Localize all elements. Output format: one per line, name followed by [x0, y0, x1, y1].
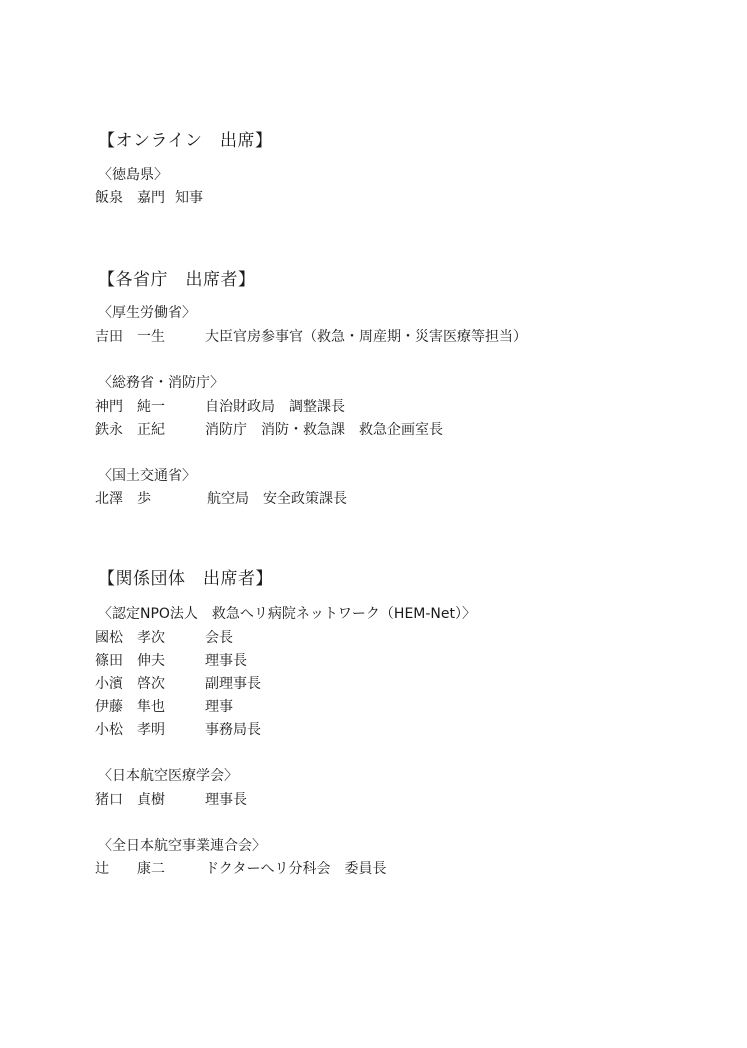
- attendee-row: [95, 491, 347, 508]
- attendee-title: 消防庁 消防・救急課 救急企画室長: [205, 422, 443, 438]
- attendee-name: 篠田 伸夫: [95, 653, 165, 669]
- attendee-row: [95, 399, 345, 416]
- attendee-name: 吉田 一生: [95, 329, 165, 345]
- section-heading-organizations: 【関係団体 出席者】: [98, 569, 273, 589]
- attendee-title: 会長: [205, 630, 233, 646]
- attendee-title: ドクターへリ分科会 委員長: [205, 861, 387, 877]
- attendee-title: 理事長: [205, 653, 247, 669]
- attendee-title: 副理事長: [205, 676, 261, 692]
- section-heading-online: 【オンライン 出席】: [98, 131, 273, 151]
- attendee-title: 事務局長: [205, 722, 261, 738]
- attendee-title: 理事: [205, 699, 233, 715]
- attendee-name: 伊藤 隼也: [95, 699, 165, 715]
- attendee-name: 北澤 歩: [95, 491, 151, 507]
- org-jsas: 〈日本航空医療学会〉: [98, 768, 238, 784]
- attendee-title: 大臣官房参事官（救急・周産期・災害医療等担当）: [205, 329, 527, 345]
- attendee-row: [95, 676, 261, 693]
- org-mhlw: 〈厚生労働省〉: [98, 305, 196, 321]
- attendee-row: [95, 792, 247, 809]
- org-mic-fdma: 〈総務省・消防庁〉: [98, 375, 224, 391]
- attendee-title: 自治財政局 調整課長: [205, 399, 345, 415]
- attendee-name: 辻 康二: [95, 861, 165, 877]
- attendee-row: [95, 861, 387, 878]
- attendee-name: 猪口 貞樹: [95, 792, 165, 808]
- attendee-name: 國松 孝次: [95, 630, 165, 646]
- attendee-row: [95, 653, 247, 670]
- attendee-name: 鉄永 正紀: [95, 422, 165, 438]
- attendee-row: [95, 699, 233, 716]
- attendee-title: 知事: [175, 190, 203, 206]
- org-mlit: 〈国土交通省〉: [98, 468, 196, 484]
- org-aaij: 〈全日本航空事業連合会〉: [98, 838, 266, 854]
- attendee-name: 小濱 啓次: [95, 676, 165, 692]
- attendee-row: [95, 722, 261, 739]
- org-tokushima: 〈徳島県〉: [98, 167, 168, 183]
- org-hem-net: 〈認定NPO法人 救急へリ病院ネットワーク（HEM-Net）〉: [98, 606, 477, 622]
- attendee-name: 神門 純一: [95, 399, 165, 415]
- attendee-name: 飯泉 嘉門: [95, 190, 165, 206]
- attendee-title: 理事長: [205, 792, 247, 808]
- attendee-row: [95, 630, 233, 647]
- attendee-name: 小松 孝明: [95, 722, 165, 738]
- attendee-row: [95, 329, 527, 346]
- attendee-title: 航空局 安全政策課長: [207, 491, 347, 507]
- section-heading-ministries: 【各省庁 出席者】: [98, 270, 256, 290]
- attendee-row: [95, 422, 443, 439]
- attendee-row: [95, 190, 203, 207]
